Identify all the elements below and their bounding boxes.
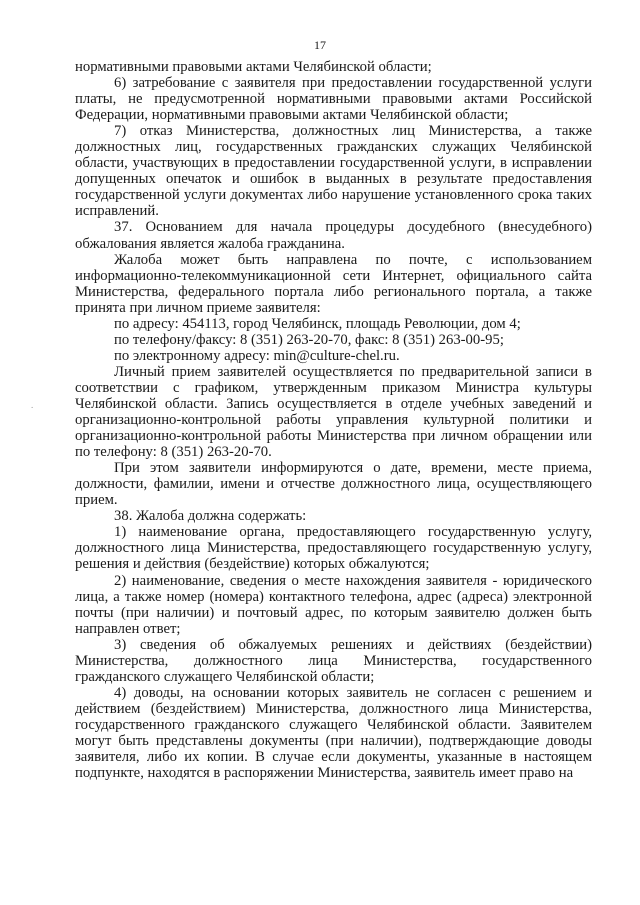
paragraph-address: по адресу: 454113, город Челябинск, площадь Революции, дом 4;	[114, 315, 521, 332]
paragraph-reception-info: При этом заявители информируются о дате, времени, месте приема, должности, фамилии, имени и отчестве должностного лица, осуществляющего прием.	[75, 460, 592, 509]
paragraph-item-3: 3) сведения об обжалуемых решениях и действиях (бездействии) Министерства, должностного лица Министерства, государственного гражданского служащего Челябинской области;	[75, 636, 592, 685]
paragraph-complaint-channels: Жалоба может быть направлена по почте, с использованием информационно-телекоммуникационной сети Интернет, официального сайта Министерства, федерального портала либо регионального портала, а также принята при личном приеме заявителя:	[75, 251, 592, 316]
paragraph-item-6: 6) затребование с заявителя при предоставлении государственной услуги платы, не предусмотренной нормативными правовыми актами Российской Федерации, нормативными правовыми актами Челябинской области;	[75, 75, 592, 124]
paragraph-item-4: 4) доводы, на основании которых заявитель не согласен с решением и действием (бездействием) Министерства, должностного лица Министерства, государственного гражданского служащего Челябинской области. Заявителем могут быть представлены документы (при наличии), подтверждающие доводы заявителя, либо их копии. В случае если документы, указанные в настоящем подпункте, находятся в распоряжении Министерства, заявитель имеет право на	[75, 684, 592, 782]
paragraph-personal-reception: Личный прием заявителей осуществляется по предварительной записи в соответствии с графиком, утвержденным приказом Министра культуры Челябинской области. Запись осуществляется в отделе учебных заведений и организационно-контрольной работы управления культурной политики и организационно-контрольной работы Министерства при личном обращении или по телефону: 8 (351) 263-20-70.	[75, 363, 592, 461]
paragraph-item-2: 2) наименование, сведения о месте нахождения заявителя - юридического лица, а также номер (номера) контактного телефона, адрес (адреса) электронной почты (при наличии) и почтовый адрес, по которым заявителю должен быть направлен ответ;	[75, 572, 592, 637]
document-body	[75, 59, 592, 781]
page-number: 17	[314, 38, 326, 52]
paragraph-continuation: нормативными правовыми актами Челябинской области;	[75, 59, 432, 75]
margin-mark: .	[31, 400, 34, 410]
paragraph-37: 37. Основанием для начала процедуры досудебного (внесудебного) обжалования является жалоба гражданина.	[75, 219, 592, 252]
paragraph-item-7: 7) отказ Министерства, должностных лиц Министерства, а также должностных лиц, государственных гражданских служащих Челябинской области, участвующих в предоставлении государственной услуги, в исправлении допущенных опечаток и ошибок в выданных в результате предоставления государственной услуги документах либо нарушение установленного срока таких исправлений.	[75, 123, 592, 220]
paragraph-phone: по телефону/факсу: 8 (351) 263-20-70, факс: 8 (351) 263-00-95;	[114, 331, 504, 348]
paragraph-email: по электронному адресу: min@culture-chel.ru.	[114, 347, 400, 364]
paragraph-item-1: 1) наименование органа, предоставляющего государственную услугу, должностного лица Министерства, предоставляющего государственную услугу, решения и действия (бездействие) которых обжалуются;	[75, 524, 592, 573]
paragraph-38: 38. Жалоба должна содержать:	[114, 508, 307, 525]
